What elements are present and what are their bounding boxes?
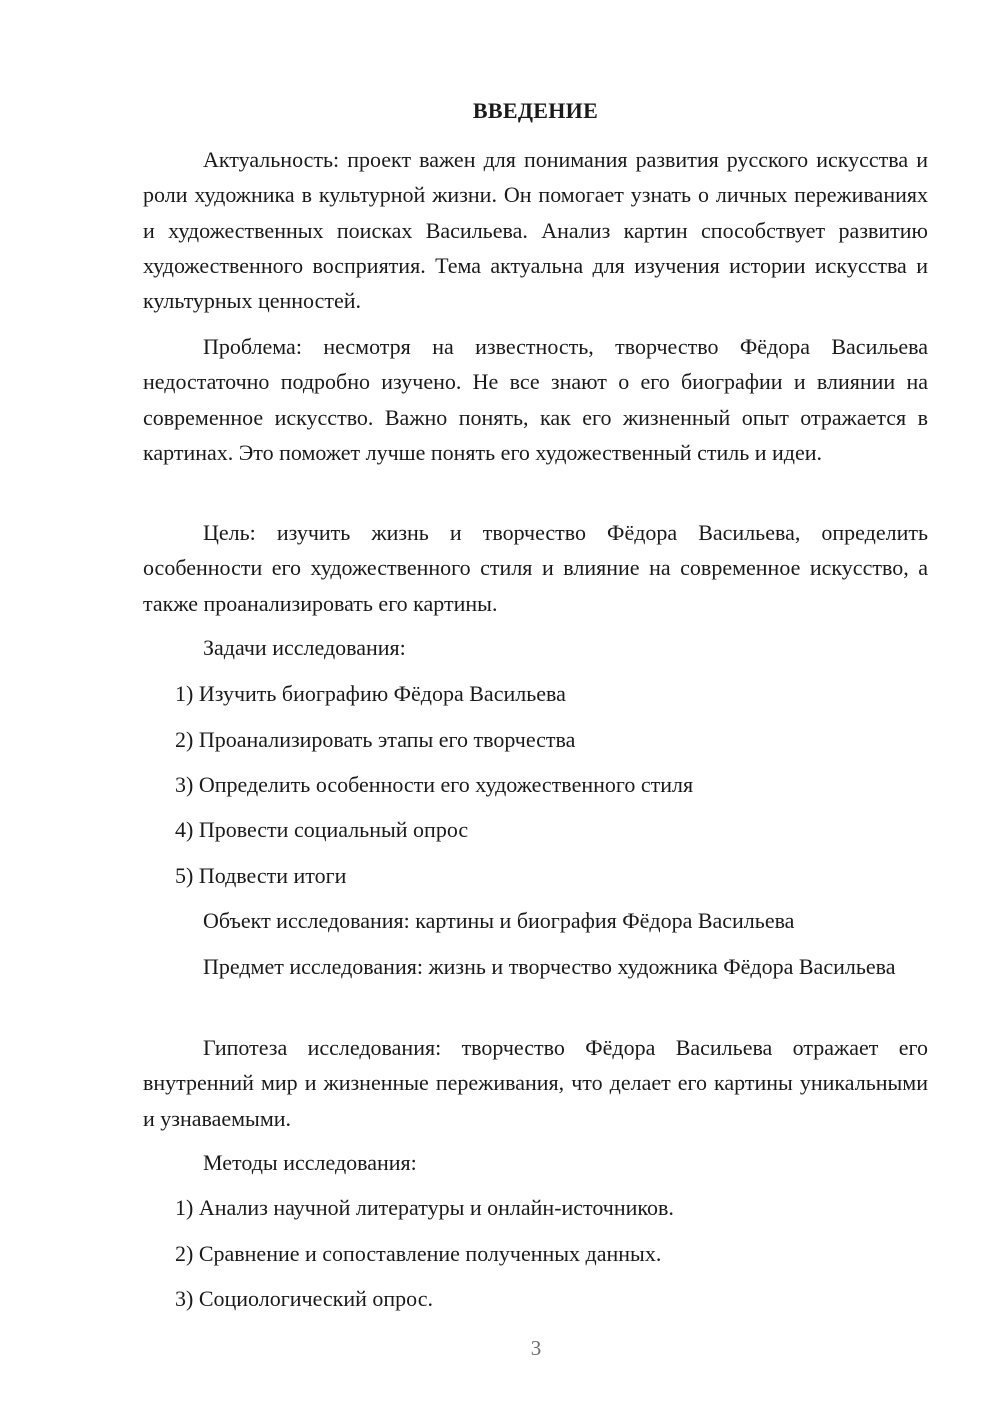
task-item-5: 5) Подвести итоги [175, 863, 347, 888]
methods-heading: Методы исследования: [203, 1150, 417, 1175]
method-item-1: 1) Анализ научной литературы и онлайн-источников. [175, 1195, 674, 1220]
section-title: ВВЕДЕНИЕ [472, 98, 599, 123]
task-item-2: 2) Проанализировать этапы его творчества [175, 727, 576, 752]
method-item-2: 2) Сравнение и сопоставление полученных данных. [175, 1241, 662, 1266]
task-item-1: 1) Изучить биографию Фёдора Васильева [175, 681, 566, 706]
problem-paragraph: Проблема: несмотря на известность, творчество Фёдора Васильева недостаточно подробно изучено. Не все знают о его биографии и влиянии на современное искусство. Важно понять, как его жизненный опыт отражается в картинах. Это поможет лучше понять его художественный стиль и идеи. [143, 334, 928, 465]
relevance-paragraph: Актуальность: проект важен для понимания развития русского искусства и роли художника в культурной жизни. Он помогает узнать о личных переживаниях и художественных поисках Васильева. Анализ картин способствует развитию художественного восприятия. Тема актуальна для изучения истории искусства и культурных ценностей. [143, 147, 928, 314]
page-number: 3 [530, 1336, 542, 1360]
hypothesis-paragraph: Гипотеза исследования: творчество Фёдора Васильева отражает его внутренний мир и жизненные переживания, что делает его картины уникальными и узнаваемыми. [143, 1035, 928, 1131]
tasks-heading: Задачи исследования: [203, 635, 406, 660]
method-item-3: 3) Социологический опрос. [175, 1286, 433, 1311]
subject-paragraph: Предмет исследования: жизнь и творчество художника Фёдора Васильева [203, 954, 896, 979]
task-item-3: 3) Определить особенности его художественного стиля [175, 772, 694, 797]
object-line: Объект исследования: картины и биография Фёдора Васильева [203, 908, 795, 933]
task-item-4: 4) Провести социальный опрос [175, 817, 469, 842]
goal-paragraph: Цель: изучить жизнь и творчество Фёдора Васильева, определить особенности его художественного стиля и влияние на современное искусство, а также проанализировать его картины. [143, 520, 928, 616]
